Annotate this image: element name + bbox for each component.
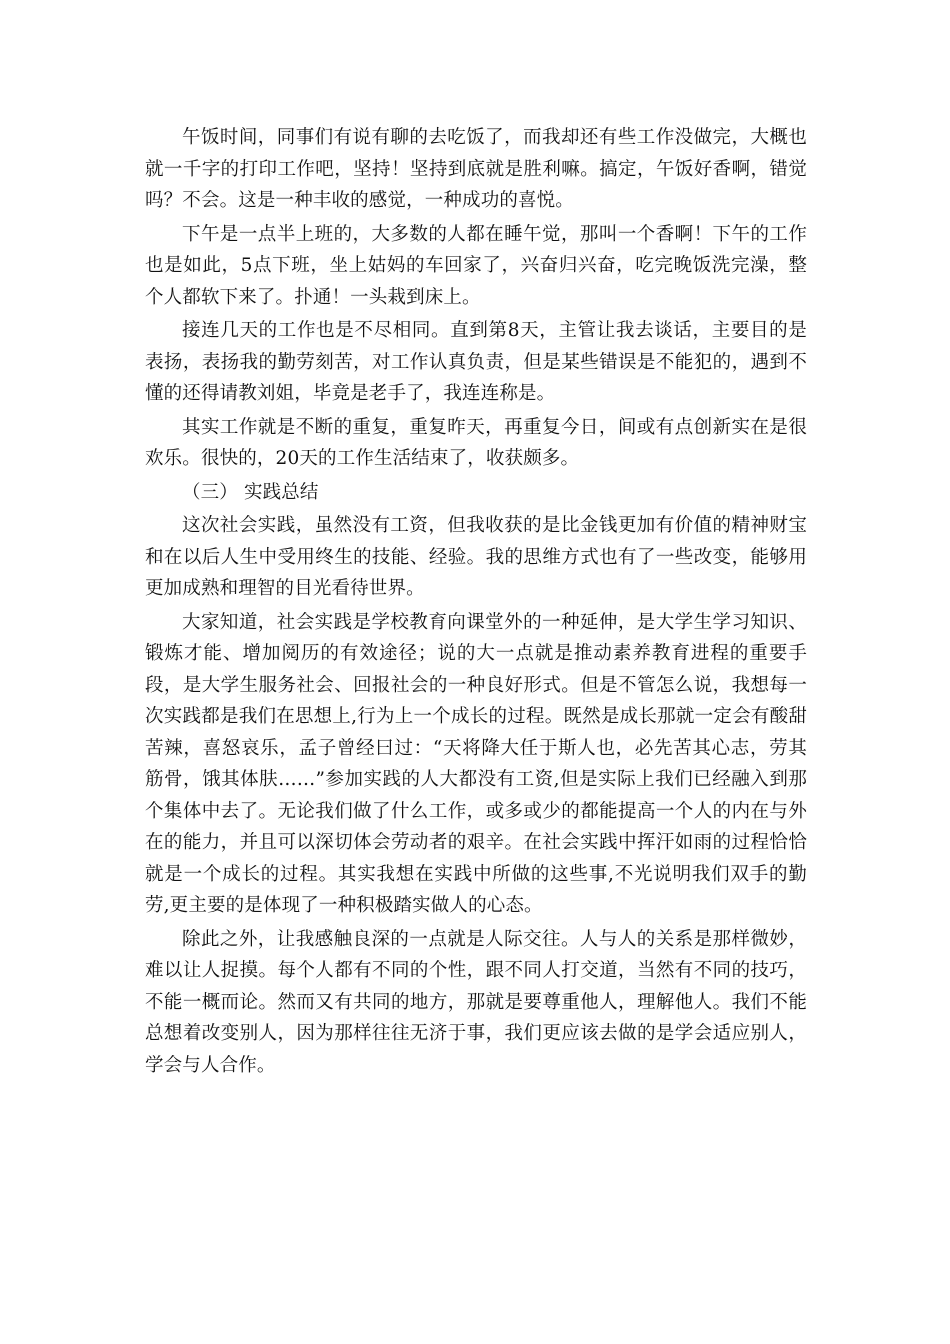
paragraph-work-repetition: 其实工作就是不断的重复，重复昨天，再重复今日，间或有点创新实在是很欢乐。很快的，20天的工作生活结束了，收获颇多。 <box>145 416 807 469</box>
paragraph-summary-gains: 这次社会实践，虽然没有工资，但我收获的是比金钱更加有价值的精神财宝和在以后人生中受用终生的技能、经验。我的思维方式也有了一些改变，能够用更加成熟和理智的目光看待世界。 <box>145 515 807 599</box>
paragraph-afternoon: 下午是一点半上班的，大多数的人都在睡午觉，那叫一个香啊！下午的工作也是如此，5点下班，坐上姑妈的车回家了，兴奋归兴奋，吃完晚饭洗完澡，整个人都软下来了。扑通！一头栽到床上。 <box>145 223 807 308</box>
paragraph-summary-social-practice: 大家知道，社会实践是学校教育向课堂外的一种延伸，是大学生学习知识、锻炼才能、增加阅历的有效途径；说的大一点就是推动素养教育进程的重要手段，是大学生服务社会、回报社会的一种良好形式。但是不管怎么说，我想每一次实践都是我们在思想上,行为上一个成长的过程。既然是成长那就一定会有酸甜苦辣，喜怒哀乐，孟子曾经曰过：“天将降大任于斯人也，必先苦其心志，劳其筋骨，饿其体肤……”参加实践的人大都没有工资,但是实际上我们已经融入到那个集体中去了。无论我们做了什么工作，或多或少的都能提高一个人的内在与外在的能力，并且可以深切体会劳动者的艰辛。在社会实践中挥汗如雨的过程恰恰就是一个成长的过程。其实我想在实践中所做的这些事,不光说明我们双手的勤劳,更主要的是体现了一种积极踏实做人的心态。 <box>145 611 807 916</box>
paragraph-summary-relationships: 除此之外，让我感触良深的一点就是人际交往。人与人的关系是那样微妙，难以让人捉摸。每个人都有不同的个性，跟不同人打交道，当然有不同的技巧，不能一概而论。然而又有共同的地方，那就是要尊重他人，理解他人。我们不能总想着改变别人，因为那样往往无济于事，我们更应该去做的是学会适应别人，学会与人合作。 <box>145 928 807 1076</box>
section-heading: （三） 实践总结 <box>182 481 319 503</box>
document-body <box>145 122 807 1083</box>
paragraph-following-days: 接连几天的工作也是不尽相同。直到第8天，主管让我去谈话，主要目的是表扬，表扬我的勤劳刻苦，对工作认真负责，但是某些错误是不能犯的，遇到不懂的还得请教刘姐，毕竟是老手了，我连连称是。 <box>145 320 807 404</box>
paragraph-lunch: 午饭时间，同事们有说有聊的去吃饭了，而我却还有些工作没做完，大概也就一千字的打印工作吧，坚持！坚持到底就是胜利嘛。搞定，午饭好香啊，错觉吗？不会。这是一种丰收的感觉，一种成功的喜悦。 <box>145 127 807 211</box>
